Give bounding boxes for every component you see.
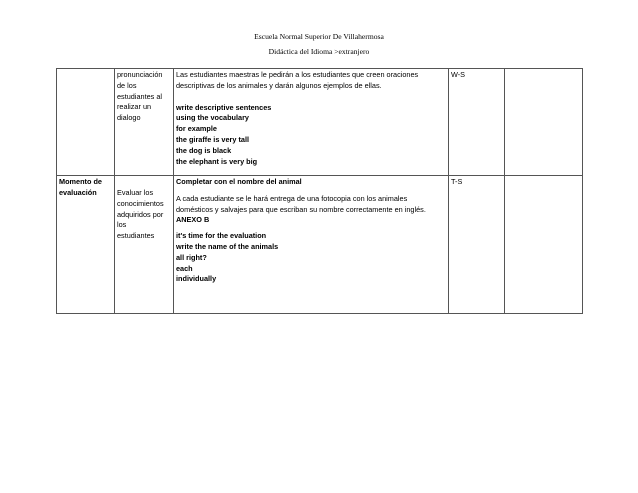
phrase: individually [176, 274, 217, 284]
moment-cell: Momento de evaluación [57, 176, 115, 314]
lesson-plan-table [56, 68, 583, 314]
interaction-cell: W-S [449, 69, 505, 176]
phrase: all right? [176, 252, 207, 262]
activity-title: Completar con el nombre del animal [176, 177, 302, 186]
phrase: using the vocabulary [176, 113, 249, 123]
empty-cell [505, 69, 583, 176]
phrase: the elephant is very big [176, 156, 258, 166]
annex-label: ANEXO B [176, 215, 210, 225]
phrase: the dog is black [176, 145, 232, 155]
activity-cell [174, 69, 449, 176]
phrase: each [176, 263, 193, 273]
activity-description: A cada estudiante se le hará entrega de una fotocopia con los animales domésticos y salvajes para que escriban su nombre correctamente en inglés. [176, 193, 426, 214]
interaction-cell: T-S [449, 176, 505, 314]
table-row [57, 69, 583, 176]
phrase: for example [176, 124, 217, 134]
phrase: write descriptive sentences [176, 102, 272, 112]
moment-cell [57, 69, 115, 176]
phrase: it's time for the evaluation [176, 231, 267, 241]
school-name: Escuela Normal Superior De Villahermosa [254, 32, 384, 41]
objective-cell: pronunciación de los estudiantes al realizar un dialogo [115, 69, 174, 176]
table-row [57, 176, 583, 314]
phrase: the giraffe is very tall [176, 134, 249, 144]
phrase: write the name of the animals [176, 241, 279, 251]
activity-description: Las estudiantes maestras le pedirán a los estudiantes que creen oraciones descriptivas de los animales y darán algunos ejemplos de ellas. [176, 70, 419, 90]
empty-cell [505, 176, 583, 314]
course-title: Didáctica del Idioma >extranjero [268, 47, 370, 56]
objective-cell: Evaluar los conocimientos adquiridos por los estudiantes [115, 176, 174, 314]
activity-cell [174, 176, 449, 314]
